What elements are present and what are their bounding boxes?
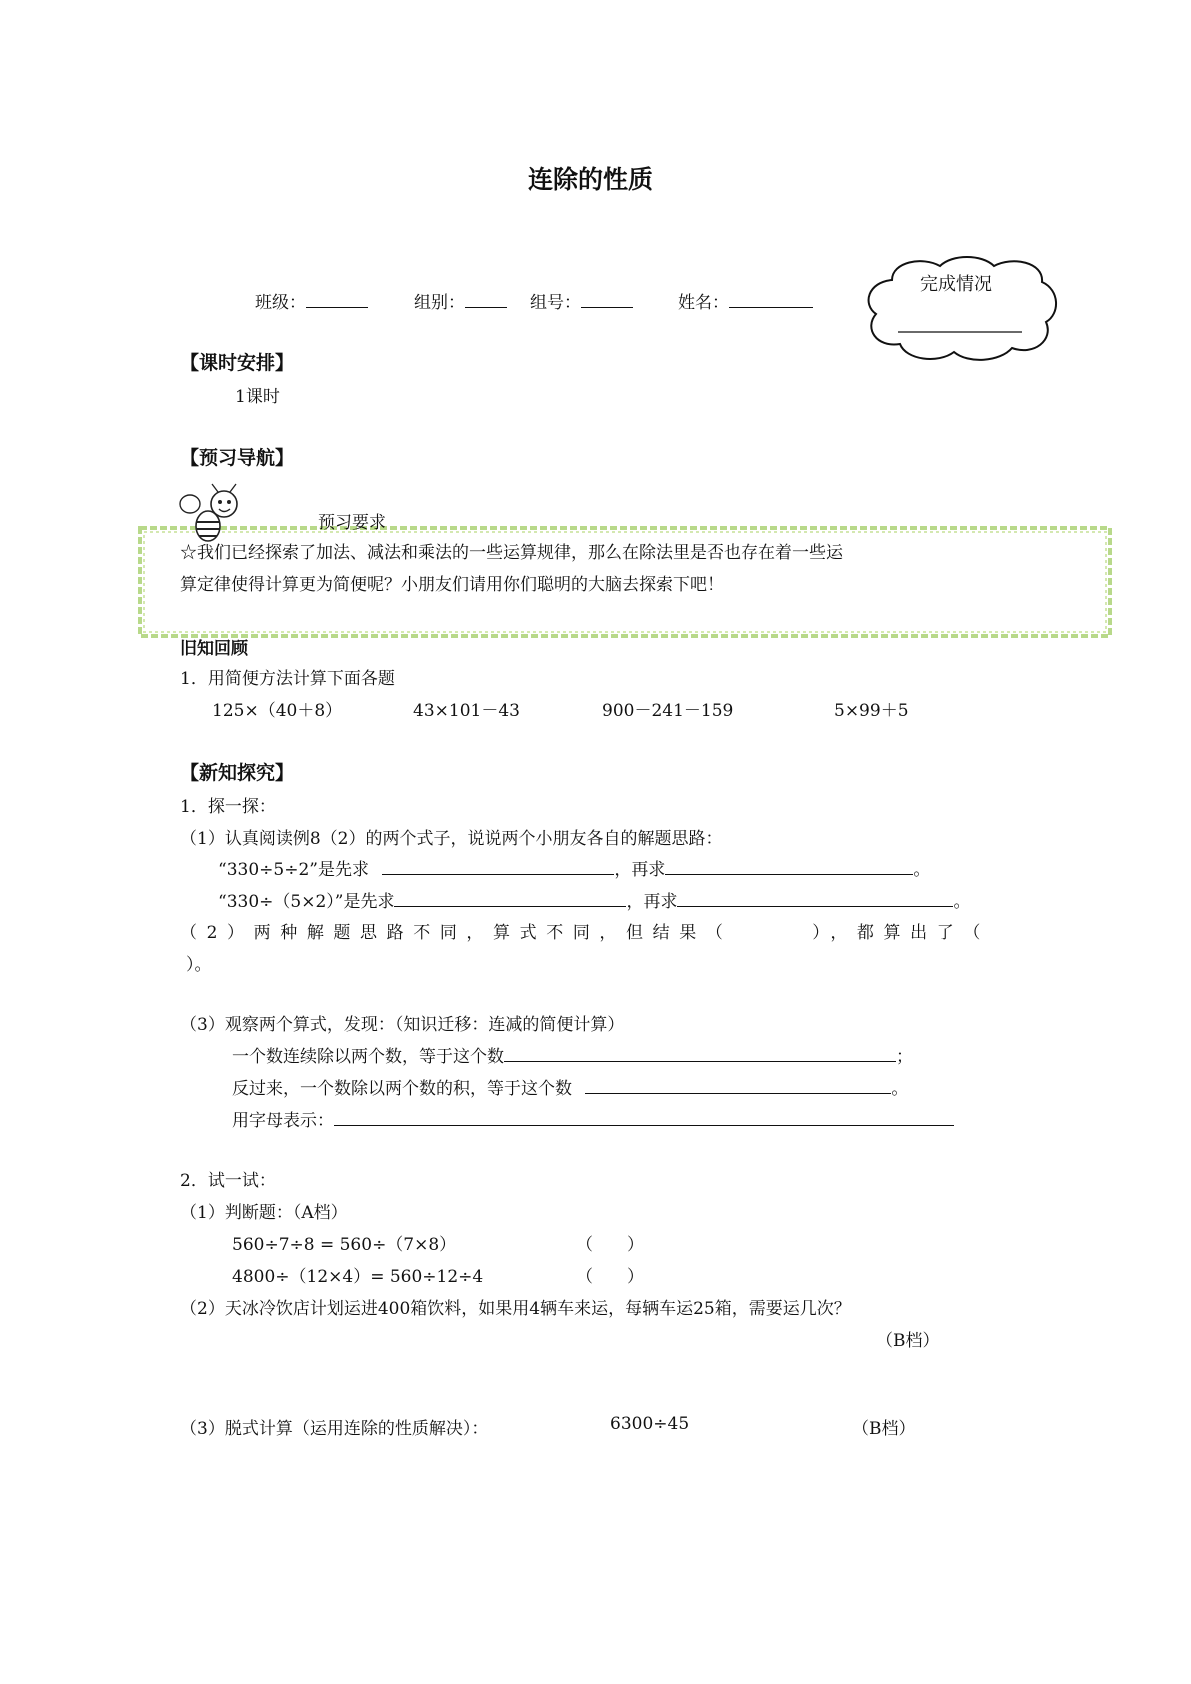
- explore-p1-2-cont: ）。: [186, 955, 212, 975]
- schedule-text: 1课时: [235, 387, 280, 407]
- group-label: 组别：: [414, 293, 465, 313]
- review-question: 1．用简便方法计算下面各题: [180, 669, 395, 689]
- class-blank[interactable]: [306, 293, 368, 308]
- group-field: [414, 288, 507, 313]
- rule-1-text: 一个数连续除以两个数，等于这个数: [232, 1047, 504, 1067]
- review-expr-4: 5×99＋5: [834, 701, 909, 721]
- group-no-label: 组号：: [530, 293, 581, 313]
- formula-2-b: ，再求: [626, 892, 678, 912]
- explore-p1-3: （3）观察两个算式，发现：（知识迁移：连减的简便计算）: [180, 1015, 625, 1035]
- completion-label: 完成情况: [920, 274, 992, 295]
- preview-heading: 【预习导航】: [180, 447, 295, 469]
- judge-item-1: 560÷7÷8 = 560÷（7×8）: [232, 1235, 457, 1255]
- formula-1-b: ，再求: [614, 860, 666, 880]
- calc-level: （B档）: [852, 1419, 916, 1439]
- judge-paren-1[interactable]: （ ）: [576, 1235, 644, 1255]
- explore-p1-2: （2）两种解题思路不同，算式不同，但结果（ ），都算出了（: [180, 923, 990, 943]
- formula-1-blank-2[interactable]: [665, 860, 913, 875]
- rule-2-end: 。: [891, 1079, 909, 1099]
- judge-paren-2[interactable]: （ ）: [576, 1267, 644, 1287]
- rule-row-1: [232, 1042, 913, 1067]
- explore-p1-1: （1）认真阅读例8（2）的两个式子，说说两个小朋友各自的解题思路：: [180, 829, 723, 849]
- rule-row-2: [232, 1074, 908, 1099]
- judge-item-2: 4800÷（12×4）= 560÷12÷4: [232, 1267, 484, 1287]
- name-label: 姓名：: [678, 293, 729, 313]
- group-no-blank[interactable]: [581, 293, 633, 308]
- completion-cloud-icon: [862, 252, 1062, 364]
- word-problem-level: （B档）: [876, 1331, 940, 1351]
- formula-row-1: [218, 855, 930, 880]
- bee-icon: [178, 482, 256, 544]
- formula-2-a: “330÷（5×2）”是先求: [218, 892, 395, 912]
- formula-row-2: [218, 887, 970, 912]
- name-field: [678, 288, 813, 313]
- formula-2-blank-2[interactable]: [677, 892, 953, 907]
- name-blank[interactable]: [729, 293, 813, 308]
- rule-2-blank[interactable]: [585, 1079, 891, 1094]
- formula-2-blank-1[interactable]: [394, 892, 626, 907]
- review-expr-1: 125×（40＋8）: [212, 701, 343, 721]
- review-expr-2: 43×101－43: [413, 701, 520, 721]
- review-heading: 旧知回顾: [180, 639, 248, 659]
- formula-1-a: “330÷5÷2”是先求: [218, 860, 369, 880]
- formula-2-end: 。: [953, 892, 971, 912]
- rule-3-blank[interactable]: [334, 1111, 954, 1126]
- rule-3-text: 用字母表示：: [232, 1111, 334, 1131]
- group-no-field: [530, 288, 633, 313]
- class-label: 班级：: [255, 293, 306, 313]
- calc-expression: 6300÷45: [610, 1414, 690, 1434]
- try-p2: 2．试一试：: [180, 1171, 276, 1191]
- explore-heading: 【新知探究】: [180, 762, 295, 784]
- rule-1-blank[interactable]: [504, 1047, 896, 1062]
- review-expr-3: 900－241－159: [602, 701, 734, 721]
- judge-title: （1）判断题：（A档）: [180, 1203, 348, 1223]
- preview-req-label: 预习要求: [318, 513, 386, 533]
- preview-line-2: 算定律使得计算更为简便呢？小朋友们请用你们聪明的大脑去探索下吧！: [180, 575, 724, 595]
- word-problem: （2）天冰冷饮店计划运进400箱饮料，如果用4辆车来运，每辆车运25箱，需要运几次？: [180, 1299, 851, 1319]
- formula-1-blank-1[interactable]: [382, 860, 614, 875]
- formula-1-end: 。: [913, 860, 931, 880]
- rule-row-3: [232, 1106, 954, 1131]
- schedule-heading: 【课时安排】: [180, 352, 295, 374]
- preview-line-1: ☆我们已经探索了加法、减法和乘法的一些运算规律，那么在除法里是否也存在着一些运: [180, 543, 843, 563]
- rule-2-text: 反过来，一个数除以两个数的积，等于这个数: [232, 1079, 572, 1099]
- page-title: 连除的性质: [528, 165, 654, 194]
- explore-p1: 1．探一探：: [180, 797, 276, 817]
- rule-1-end: ；: [896, 1047, 913, 1067]
- calc-question: （3）脱式计算（运用连除的性质解决）：: [180, 1419, 489, 1439]
- group-blank[interactable]: [465, 293, 507, 308]
- class-field: [255, 288, 368, 313]
